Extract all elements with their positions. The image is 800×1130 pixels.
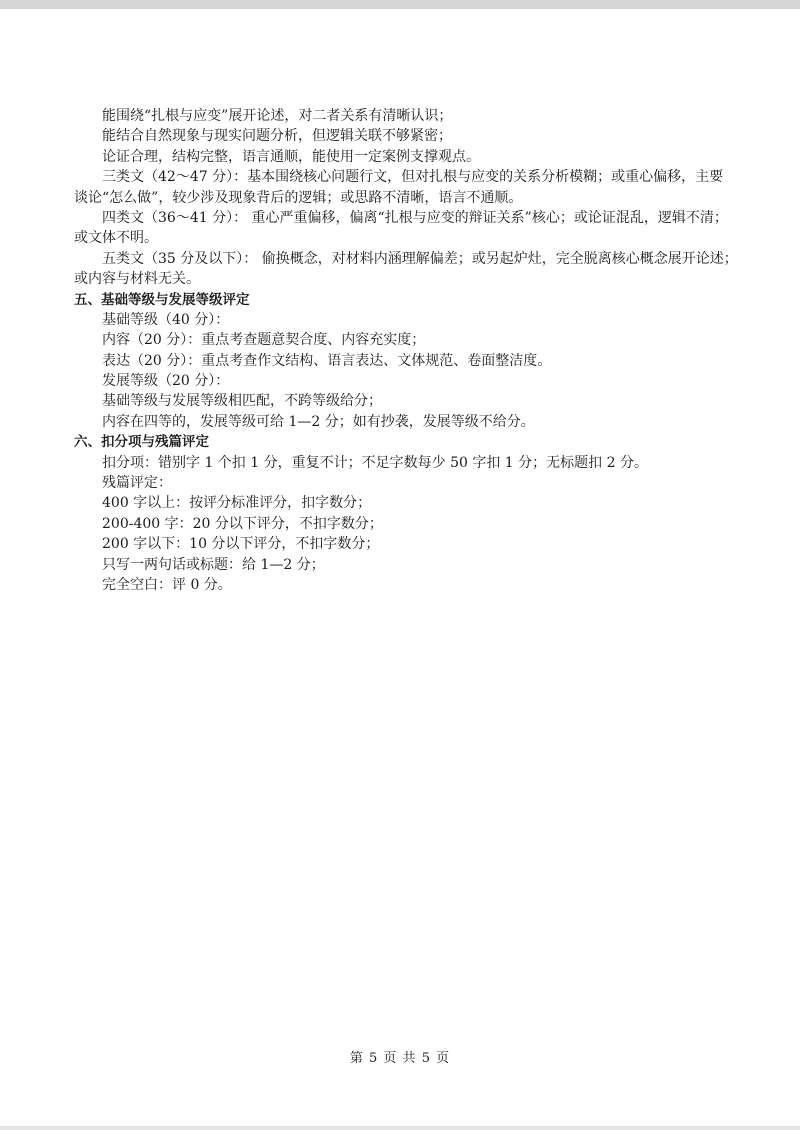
text-line: 基础等级（40 分）：	[102, 311, 230, 328]
text-line: 能结合自然现象与现实问题分析，但逻辑关联不够紧密；	[102, 128, 452, 145]
text-line: 论证合理，结构完整，语言通顺，能使用一定案例支撑观点。	[102, 148, 480, 165]
text-line: 内容在四等的，发展等级可给 1—2 分；如有抄袭，发展等级不给分。	[102, 413, 535, 430]
text-line: 只写一两句话或标题：给 1—2 分；	[102, 556, 325, 573]
text-line: 400 字以上：按评分标准评分，扣字数分；	[102, 495, 372, 512]
text-line: 内容（20 分）：重点考查题意契合度、内容充实度；	[102, 332, 426, 349]
text-line: 200-400 字：20 分以下评分，不扣字数分；	[102, 515, 383, 532]
text-line: 基础等级与发展等级相匹配，不跨等级给分；	[102, 393, 382, 410]
page-number-footer: 第 5 页 共 5 页	[349, 1051, 451, 1066]
text-line: 能围绕“扎根与应变”展开论述，对二者关系有清晰认识；	[102, 108, 453, 124]
text-line: 残篇评定：	[102, 475, 172, 492]
text-line: 扣分项：错别字 1 个扣 1 分，重复不计；不足字数每少 50 字扣 1 分；无标题扣 2 分。	[102, 454, 648, 471]
text-line: 四类文（36～41 分）： 重心严重偏移，偏离“扎根与应变的辩证关系”核心；或论证混乱，逻辑不清；	[102, 209, 728, 226]
text-line: 三类文（42～47 分）：基本围绕核心问题行文，但对扎根与应变的关系分析模糊；或重心偏移，主要	[102, 169, 724, 186]
text-line: 五类文（35 分及以下）： 偷换概念，对材料内涵理解偏差；或另起炉灶，完全脱离核心概念展开论述；	[102, 250, 738, 267]
text-line: 完全空白：评 0 分。	[102, 576, 232, 593]
text-line: 200 字以下：10 分以下评分，不扣字数分；	[102, 536, 380, 553]
text-line: 或文体不明。	[74, 230, 158, 247]
document-body	[74, 106, 738, 595]
text-line: 发展等级（20 分）：	[102, 373, 230, 390]
section-heading: 六、扣分项与残篇评定	[74, 434, 209, 451]
text-line: 或内容与材料无关。	[74, 271, 200, 288]
text-line: 谈论“怎么做”，较少涉及现象背后的逻辑；或思路不清晰，语言不通顺。	[74, 189, 523, 206]
text-line: 表达（20 分）：重点考查作文结构、语言表达、文体规范、卷面整洁度。	[102, 352, 552, 369]
scan-bottom-edge	[0, 1126, 800, 1130]
section-heading: 五、基础等级与发展等级评定	[74, 291, 250, 308]
scan-top-edge	[0, 0, 800, 9]
